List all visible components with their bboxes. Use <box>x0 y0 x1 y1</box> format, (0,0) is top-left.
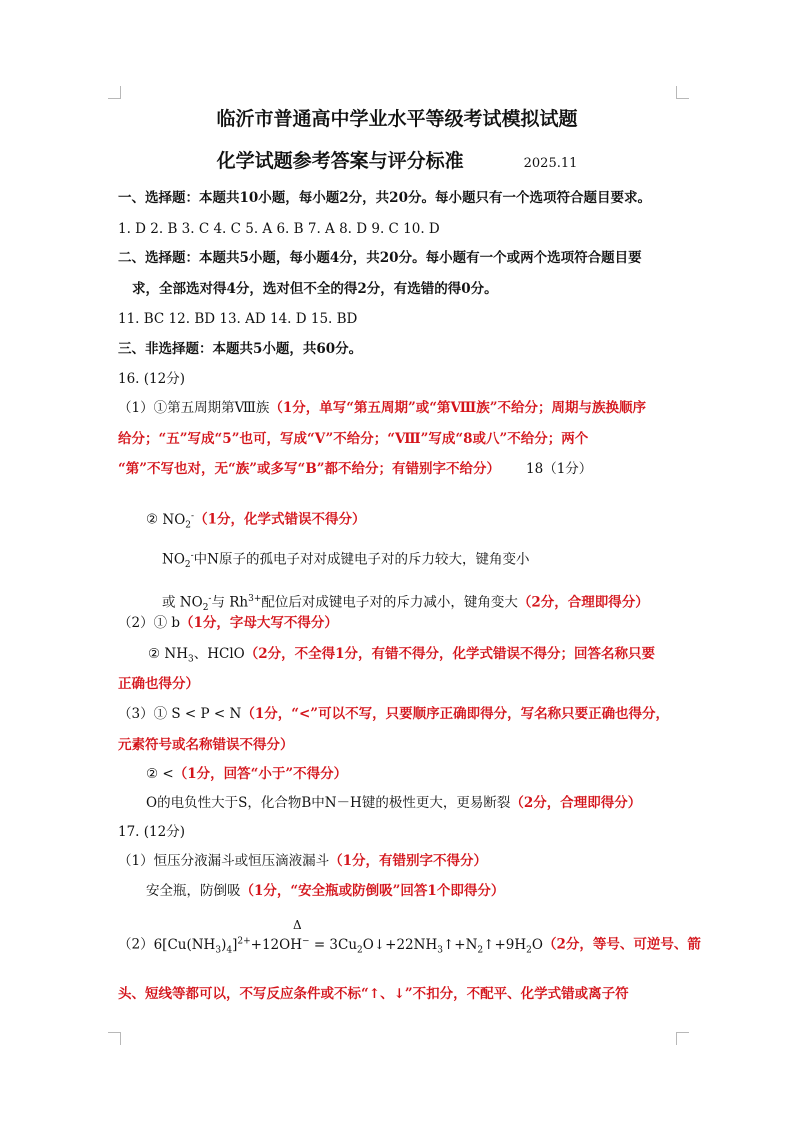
document-subtitle: 化学试题参考答案与评分标准 <box>216 150 464 172</box>
q16-part4-label: ② $NH_3$、HClO <box>148 646 245 665</box>
section2-heading-line1: 二、选择题：本题共5小题，每小题4分，共20分。每小题有一个或两个选项符合题目要 <box>118 250 642 266</box>
q16-part3-note: （1分，字母大写不得分） <box>180 615 338 631</box>
q16-part7-line <box>146 794 641 812</box>
q17-part2-line <box>146 882 504 900</box>
q17-equation-note-line1: （2分，等号、可逆号、箭 <box>542 936 701 953</box>
q16-part4-note-line1: （2分，不全得1分，有错不得分，化学式错误不得分；回答名称只要 <box>244 646 656 662</box>
q16-part1-line3 <box>118 460 592 478</box>
corner-mark-top-left <box>108 86 121 99</box>
q16-part2-explain2: 或 $NO_2^-$与 $Rh^{3+}$配位后对成键电子对的斥力减小，键角变大（2分，合理即得分） <box>162 594 649 614</box>
q17-header: 17. (12分) <box>118 824 185 840</box>
q16-part2-line <box>146 507 365 534</box>
document-date: 2025.11 <box>523 156 578 171</box>
q16-part5-label: （3）① S < P < N <box>118 706 242 722</box>
section1-heading: 一、选择题：本题共10小题，每小题2分，共20分。每小题只有一个选项符合题目要求。 <box>118 190 651 206</box>
section2-heading-line2: 求，全部选对得4分，选对但不全的得2分，有选错的得0分。 <box>132 281 498 297</box>
corner-mark-bottom-left <box>108 1032 121 1045</box>
q16-part2-circle: ② <box>146 511 159 528</box>
q16-part5-line1 <box>118 705 669 723</box>
q16-part1-label: （1）①第五周期第Ⅷ族 <box>118 400 270 416</box>
chemical-equation: $6[Cu(NH_3)_4]^{2+}+12OH^-$ = $3Cu_2O↓+22NH_3↑+N_2↑+9H_2O$ <box>153 936 543 956</box>
q17-part1-line <box>118 852 487 870</box>
q16-part1-line1 <box>118 399 646 417</box>
equation-delta-symbol: Δ <box>293 918 302 932</box>
q16-part1-note-line3: “第”不写也对，无“族”或多写“B”都不给分；有错别字不给分） <box>118 461 501 477</box>
q16-part2-formula: $NO_2^-$ <box>162 511 195 531</box>
section2-answers: 11. BC 12. BD 13. AD 14. D 15. BD <box>118 311 358 327</box>
q16-part6-label: ② < <box>146 766 174 782</box>
q16-part7-text: O的电负性大于S，化合物B中N－H键的极性更大，更易断裂 <box>146 795 511 811</box>
document-subtitle-row <box>0 146 794 173</box>
q16-part2-note: （1分，化学式错误不得分） <box>194 511 366 528</box>
q16-part1-note-line2: 给分；“五”写成“5”也可，写成“V”不给分；“Ⅷ”写成“8或八”不给分；两个 <box>118 431 589 447</box>
q16-part5-note-line1: （1分，“<”可以不写，只要顺序正确即得分，写名称只要正确也得分， <box>241 706 670 722</box>
q17-equation-line <box>118 932 701 959</box>
q16-part6-line <box>146 765 347 783</box>
q16-part7-note: （2分，合理即得分） <box>510 795 642 811</box>
q16-part2-explain1: $NO_2^-$中N原子的孤电子对对成键电子对的斥力较大，键角变小 <box>162 551 530 571</box>
q16-part3-label: （2）① b <box>118 615 181 631</box>
q16-part4-line1 <box>148 645 655 669</box>
q17-equation-note-line2: 头、短线等都可以，不写反应条件或不标“↑、↓”不扣分，不配平、化学式错或离子符 <box>118 986 629 1002</box>
q17-part1-note: （1分，有错别字不得分） <box>329 853 487 869</box>
q16-part4-note-line2: 正确也得分） <box>118 676 199 692</box>
q16-part5-note-line2: 元素符号或名称错误不得分） <box>118 737 294 753</box>
corner-mark-top-right <box>676 86 689 99</box>
q16-part1-note-line1: （1分，单写“第五周期”或“第Ⅷ族”不给分；周期与族换顺序 <box>269 400 646 416</box>
q16-header: 16. (12分) <box>118 371 185 387</box>
section3-heading: 三、非选择题：本题共5小题，共60分。 <box>118 341 363 357</box>
q17-part2-label: 安全瓶，防倒吸 <box>146 883 241 899</box>
q17-part3-label: （2） <box>118 936 154 953</box>
document-title: 临沂市普通高中学业水平等级考试模拟试题 <box>216 108 578 130</box>
q16-part3-line <box>118 614 338 632</box>
corner-mark-bottom-right <box>676 1032 689 1045</box>
q16-part6-note: （1分，回答“小于”不得分） <box>173 766 348 782</box>
section1-answers: 1. D 2. B 3. C 4. C 5. A 6. B 7. A 8. D 9. C 10. D <box>118 221 440 237</box>
q16-part1-extra: 18（1分） <box>526 461 593 477</box>
q17-part2-note: （1分，“安全瓶或防倒吸”回答1个即得分） <box>240 883 505 899</box>
q17-part1-label: （1）恒压分液漏斗或恒压滴液漏斗 <box>118 853 330 869</box>
